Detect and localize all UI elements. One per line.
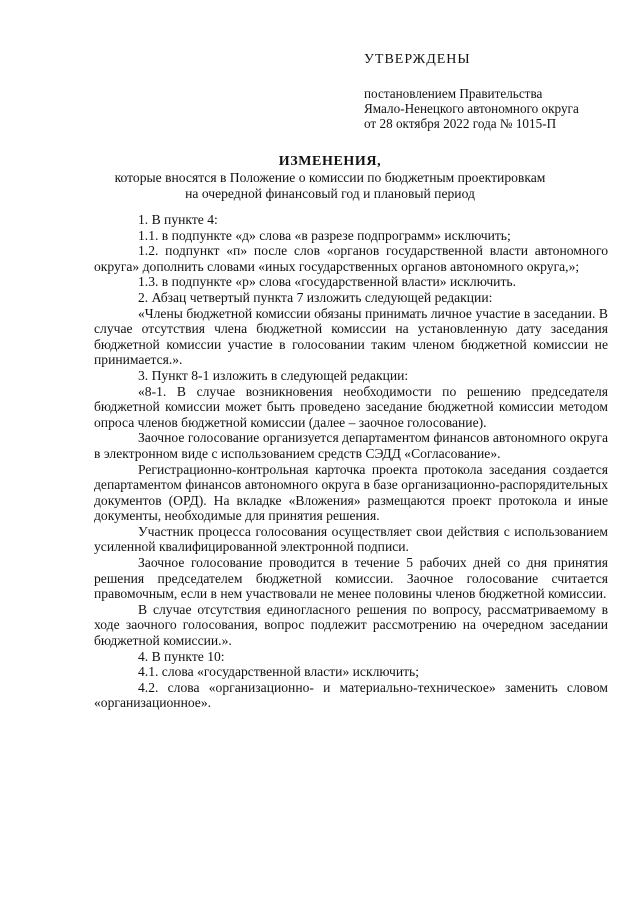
paragraph: Регистрационно-контрольная карточка проекта протокола заседания создается департаментом финансов автономного округа в базе организационно-распорядительных документов (ОРД). На вкладке «Вложения» размещаются проект протокола и иные документы, необходимые для принятия решения. [94, 461, 608, 524]
approval-title: УТВЕРЖДЕНЫ [364, 52, 471, 67]
paragraph: 1.2. подпункт «п» после слов «органов государственной власти автономного округа» дополнить словами «иных государственных органов автономного округа,»; [94, 243, 608, 274]
paragraph: 2. Абзац четвертый пункта 7 изложить следующей редакции: [138, 289, 493, 305]
paragraph: 1.3. в подпункте «р» слова «государственной власти» исключить. [138, 274, 516, 290]
approval-line-3: от 28 октября 2022 года № 1015-П [364, 116, 557, 132]
document-body [94, 212, 608, 711]
paragraph: 4. В пункте 10: [138, 648, 225, 664]
document-title: ИЗМЕНЕНИЯ, [278, 154, 382, 169]
paragraph: 3. Пункт 8-1 изложить в следующей редакции: [138, 367, 409, 383]
paragraph: В случае отсутствия единогласного решения по вопросу, рассматриваемому в ходе заочного голосования, вопрос подлежит рассмотрению на очередном заседании бюджетной комиссии.». [94, 601, 608, 649]
document-subtitle-line-1: которые вносятся в Положение о комиссии по бюджетным проектировкам [114, 170, 546, 185]
paragraph: Заочное голосование проводится в течение 5 рабочих дней со дня принятия решения председателем бюджетной комиссии. Заочное голосование считается правомочным, если в нем участвовали не менее половины членов бюджетной комиссии. [94, 555, 608, 602]
paragraph: «Члены бюджетной комиссии обязаны принимать личное участие в заседании. В случае отсутствия члена бюджетной комиссии на установленную дату заседания бюджетной комиссии участие в голосовании таким членом бюджетной комиссии не принимается.». [94, 305, 608, 368]
paragraph: «8-1. В случае возникновения необходимости по решению председателя бюджетной комиссии может быть проведено заседание бюджетной комиссии методом опроса членов бюджетной комиссии (далее – заочное голосование). [94, 383, 608, 430]
approval-block [364, 52, 579, 132]
paragraph: 4.1. слова «государственной власти» исключить; [138, 664, 420, 680]
document-subtitle-line-2: на очередной финансовый год и плановый период [185, 185, 475, 201]
approval-line-2: Ямало-Ненецкого автономного округа [364, 101, 579, 116]
approval-details [364, 86, 579, 132]
paragraph: 1. В пункте 4: [138, 212, 218, 227]
paragraph: 1.1. в подпункте «д» слова «в разрезе подпрограмм» исключить; [138, 227, 511, 243]
paragraph: 4.2. слова «организационно- и материально-техническое» заменить словом «организационное». [94, 679, 608, 711]
paragraph: Заочное голосование организуется департаментом финансов автономного округа в электронном виде с использованием средств СЭДД «Согласование». [94, 430, 608, 461]
approval-line-1: постановлением Правительства [364, 85, 543, 101]
document-heading [80, 154, 580, 201]
paragraph: Участник процесса голосования осуществляет свои действия с использованием усиленной квалифицированной электронной подписи. [94, 523, 608, 555]
